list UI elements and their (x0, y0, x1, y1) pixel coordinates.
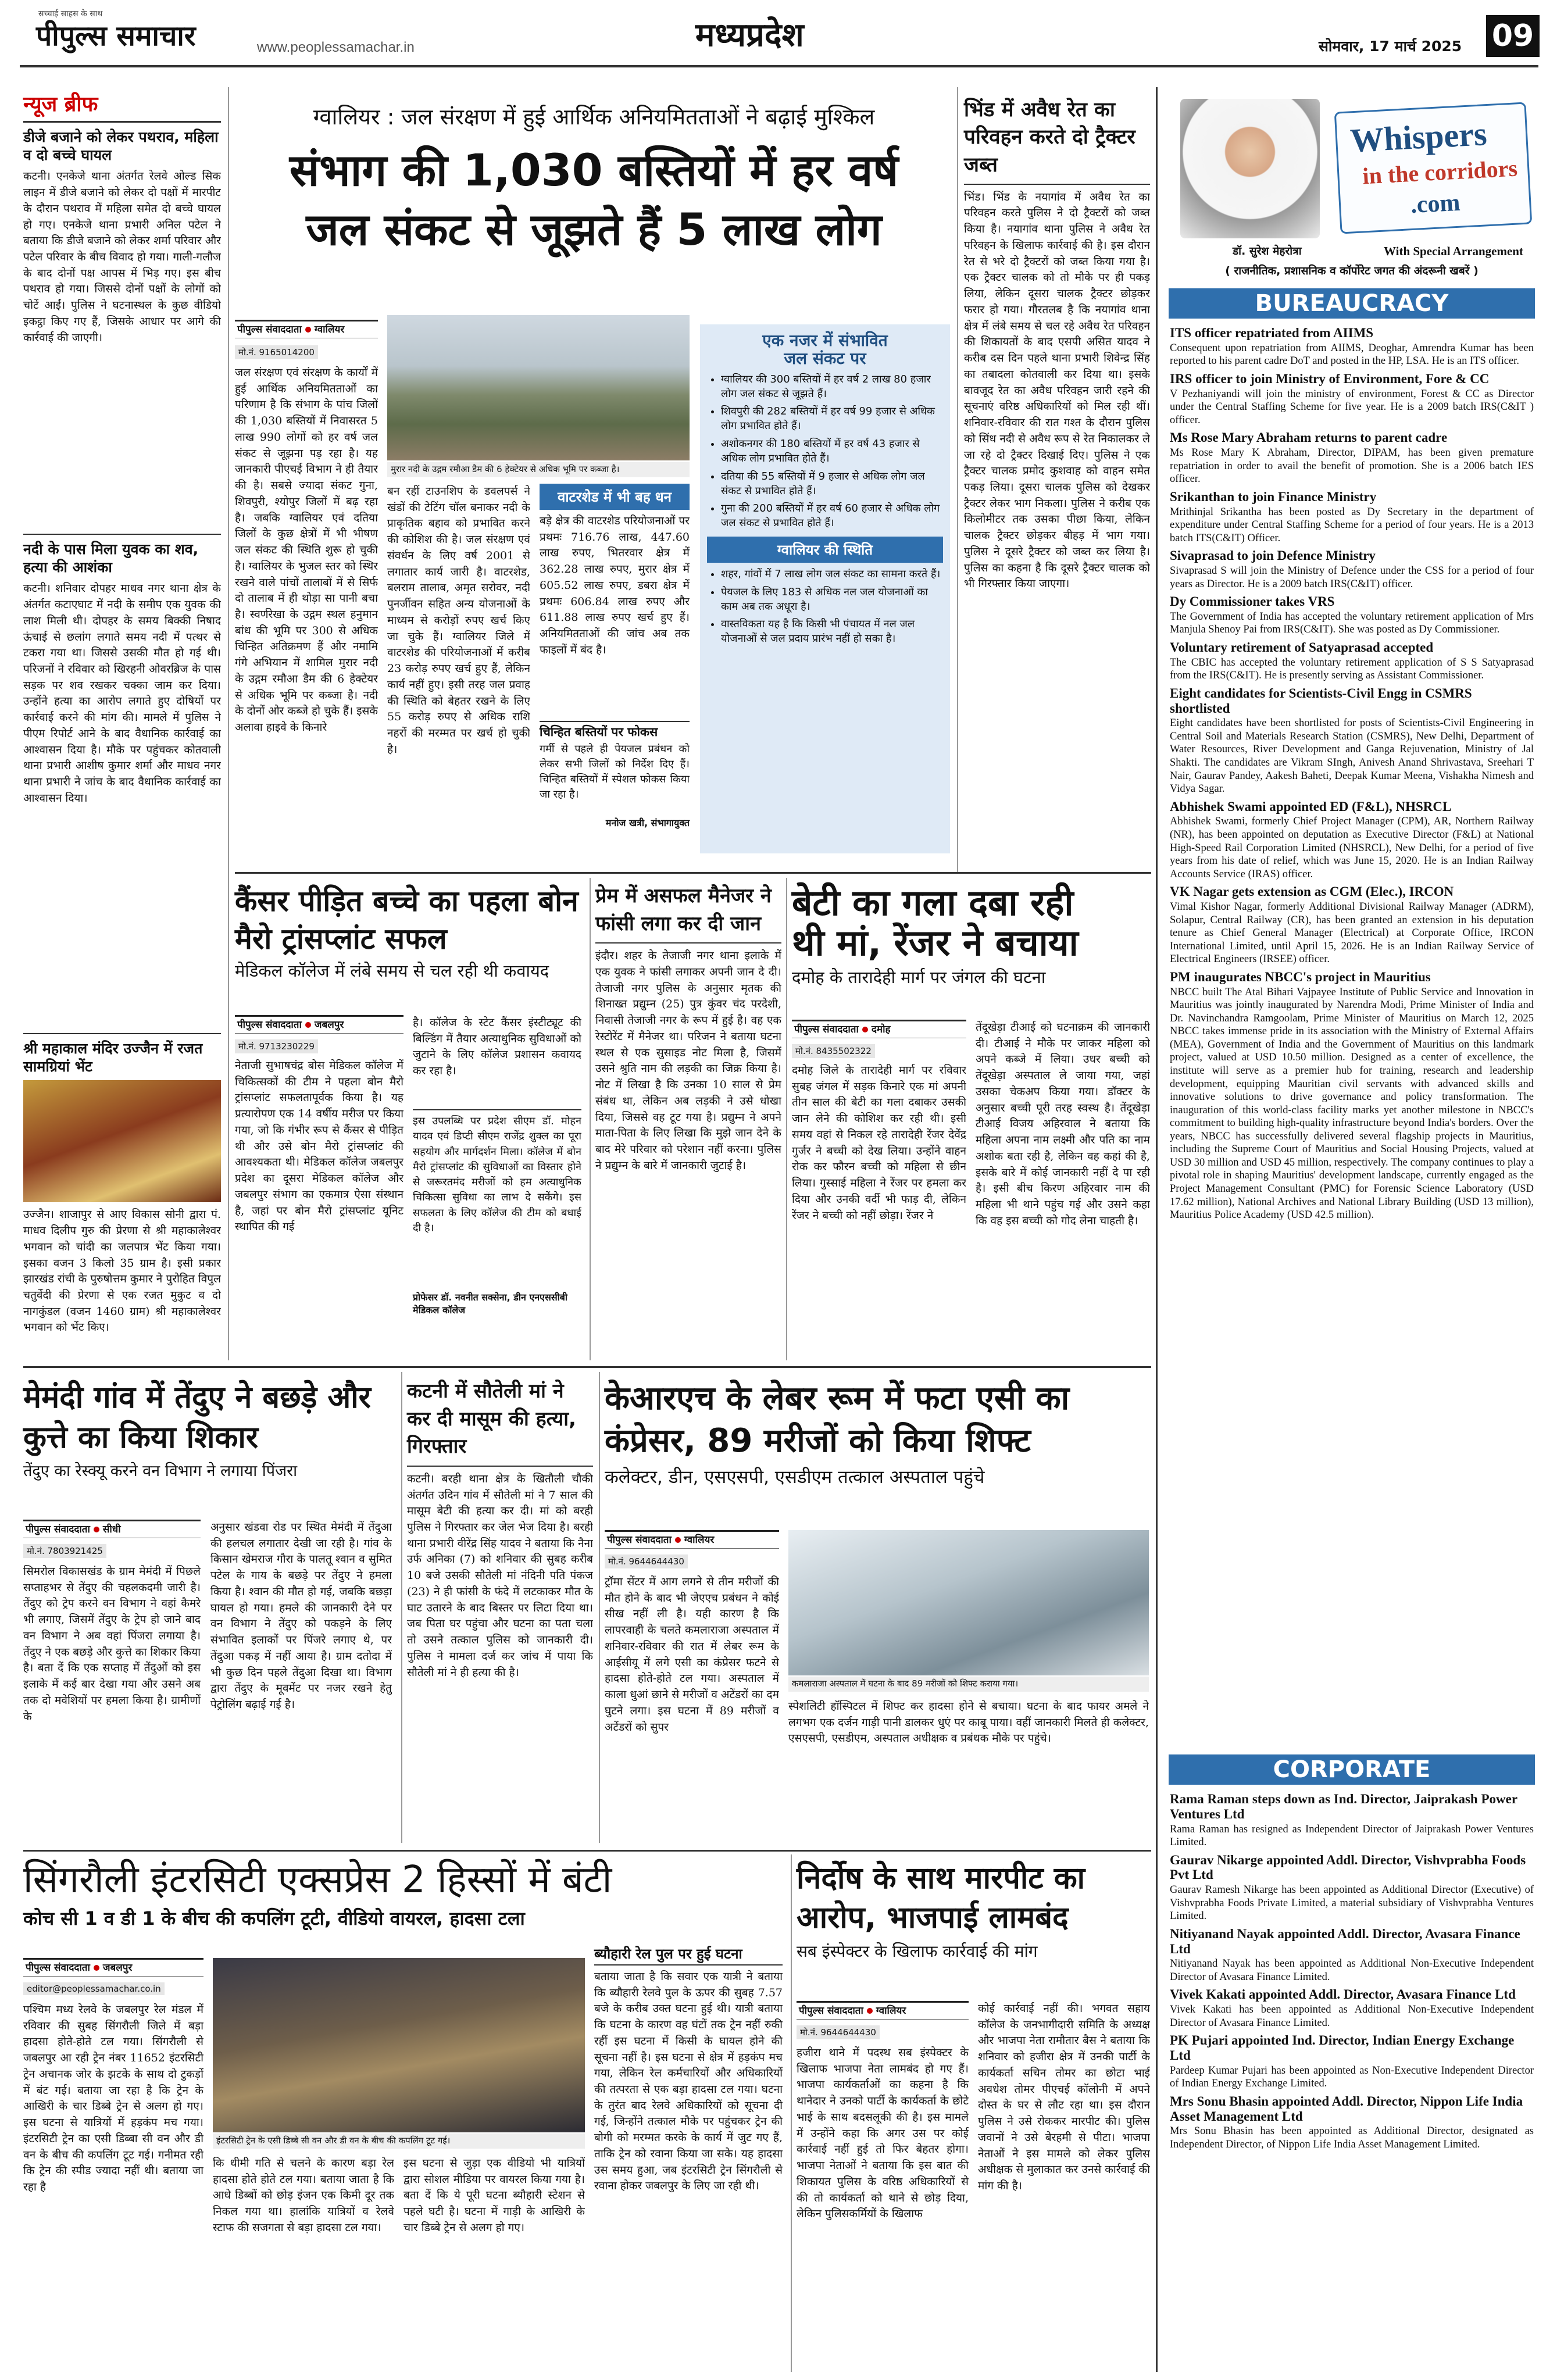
bureaucracy-item (1170, 640, 1534, 682)
katni-divider (407, 1466, 593, 1467)
byline-name: पीपुल्स संवाददाता (794, 1024, 859, 1035)
brief-item-title: डीजे बजाने को लेकर पथराव, महिला व दो बच्चे घायल (23, 128, 219, 163)
item-heading: Mrs Sonu Bhasin appointed Addl. Director, Nippon Life India Asset Management Ltd (1170, 2093, 1523, 2124)
lead-col2: बन रहीं टाउनशिप के डवलपर्स ने खंडों की टेटिंग चॉल बनाकर नदी के प्राकृतिक बहाव को प्रभावित करने की कोशिश की है। जल संरक्षण एवं संवर्धन के लिए वर्ष 2001 से लगातार कार्य जारी है। वाटरशेड, बलराम तालाब, अमृत सरोवर, नदी पुनर्जीवन सहित अन्य योजनाओं के माध्यम से करोड़ों रुपए खर्च किए जा चुके हैं। ग्वालियर जिले में वाटरशेड की परियोजनाओं में करीब 23 करोड़ रुपए खर्च हुए हैं, लेकिन कार्य नहीं हुए। इसी तरह जल प्रवाह की स्थिति को बेहतर रखने के लिए 55 करोड़ रुपए से अधिक राशि नहरों की मरम्मत पर खर्च हो चुकी है। (387, 485, 530, 756)
memandi-body-1: सिमरोल विकासखंड के ग्राम मेमंदी में पिछले सप्ताहभर से तेंदुए की चहलकदमी जारी है। तेंदुए को ट्रेप करने वन विभाग ने वहां कैमरे भी लगाए, जिसमें तेंदुए के ट्रेप हो जाने बाद वन विभाग ने अब वहां पिंजरा लगाया है। तेंदुए ने एक बछड़े और कुत्ते का शिकार किया है। बता दें कि एक सप्ताह में तेंदुओं को इस इलाके में कई बार देखा गया और उसने अब तक दो मवेशियों पर हमला किया है। ग्रामीणों के (23, 1565, 201, 1723)
watershed-box (540, 484, 690, 716)
brief-item-body: उज्जैन। शाजापुर से आए विकास सोनी द्वारा पं. माधव दिलीप गुरु की प्रेरणा से श्री महाकालेश्वर भगवान को चांदी का जलपात्र भेंट किया गया। इसका वजन 3 किलो 35 ग्राम है। इसी प्रकार झारखंड रांची के पुरुषोत्तम कुमार ने पुरोहित विपुल चतुर्वेदी की प्रेरणा से एक रजत मुकुट व दो नागकुंडल (वजन 1460 ग्राम) श्री महाकालेश्वर भगवान को भेंट किए। (23, 1208, 221, 1334)
item-heading: Rama Raman steps down as Ind. Director, Jaiprakash Power Ventures Ltd (1170, 1792, 1517, 1821)
bullet-icon (305, 327, 311, 333)
cancer-body-1: नेताजी सुभाषचंद्र बोस मेडिकल कॉलेज में चिकित्सकों की टीम ने पहला बोन मैरो ट्रांसप्लांट सफलतापूर्वक किया है। यह प्रत्यारोपण एक 14 वर्षीय मरीज पर किया गया, जो कि गंभीर रूप से कैंसर से पीड़ित थी और उसे बोन मैरो ट्रांसप्लांट की आवश्यकता थी। मेडिकल कॉलेज जबलपुर प्रदेश का दूसरा मेडिकल कॉलेज और जबलपुर संभाग का एकमात्र ऐसा संस्थान है, जहां पर बोन मैरो ट्रांसप्लांट यूनिट स्थापित की गई (235, 1059, 403, 1234)
memandi-headline: मेमंदी गांव में तेंदुए ने बछड़े और कुत्ते का किया शिकार (23, 1380, 371, 1455)
item-text: Eight candidates have been shortlisted for posts of Scientists-Civil Engineering in Central Soil and Materials Research Station (CSMRS), New Delhi, Department of Water Resources, River Development and Ganga Rejuvenation, Ministry of Jal Shakti. The candidates are Vikram SIngh, Anivesh Anand Shrivastava, Sreehari T Nair, Gaurav Pandey, Aakesh Baheti, Deepak Kumar Meena, Vishakha Nimesh and Vidya Sagar. (1170, 717, 1534, 795)
focus-body: गर्मी से पहले ही पेयजल प्रबंधन को लेकर सभी जिलों को निर्देश दिए हैं। चिन्हित बस्तियों में स्पेशल फोकस किया जा रहा है। (540, 742, 690, 801)
whispers-logo-line2: in the corridors (1362, 155, 1518, 190)
memandi-subhead: तेंदुए का रेस्क्यू करने वन विभाग ने लगाया पिंजरा (23, 1462, 298, 1481)
kah-body-1: ट्रॉमा सेंटर में आग लगने से तीन मरीजों की मौत होने के बाद भी जेएएच प्रबंधन ने कोई सीख नहीं ली है। यही कारण है कि लापरवाही के चलते कमलाराजा अस्पताल में शनिवार-रविवार की रात में लेबर रूम के आईसीयू में लगे एसी का कंप्रेसर फटने से हादसा होते-होते टल गया। अस्पताल में काला धुआं छाने से मरीजों व अटेंडरों का दम घुटने लगा। इस घटना में 89 मरीजों व अटेंडरों को सुपर (605, 1575, 779, 1734)
memandi-body-2: अनुसार खंडवा रोड पर स्थित मेमंदी में तेंदुआ की हलचल लगातार देखी जा रही है। गांव के किसान खेमराज गौरा के पालतू श्वान व सुमित पटेल के गाय के बछड़े पर तेंदुए ने हमला किया है। श्वान की मौत हो गई, जबकि बछड़ा घायल हो गया। हमले की जानकारी देने पर वन विभाग ने तेंदुए को पकड़ने के लिए संभावित इलाकों पर पिंजरे लगाए थे, पर तेंदुआ पकड़ में नहीं आया है। ग्राम दतोदा में भी कुछ दिन पहले तेंदुआ दिखा था। विभाग द्वारा तेंदुए के मूवमेंट पर नजर रखने हेतु पेट्रोलिंग बढ़ाई गई है। (210, 1521, 392, 1711)
beti-body-1: दमोह जिले के तारादेही मार्ग पर रविवार सुबह जंगल में सड़क किनारे एक मां अपनी तीन साल की बेटी का गला दबाकर उसकी जान लेने की कोशिश कर रही थी। इसी समय वहां से निकल रहे तारादेही रेंजर देवेंद्र गुर्जर ने बच्ची को देख लिया। उन्होंने वाहन रोक कर फौरन बच्ची को महिला से छीन लिया। गुस्साई महिला ने रेंजर पर हमला कर दिया और उनकी वर्दी भी फाड़ दी, लेकिन रेंजर ने बच्ची को नहीं छोड़ा। रेंजर ने (792, 1064, 966, 1222)
byline-name: पीपुल्स संवाददाता (26, 1962, 90, 1974)
lead-headline-line1: संभाग की 1,030 बस्तियों में हर वर्ष (289, 144, 899, 196)
bureaucracy-list (1170, 322, 1534, 1222)
item-text: Consequent upon repatriation from AIIMS, Deoghar, Amrendra Kumar has been reported to his parent cadre DoT and posted in the HP, LSA. He is an ITS officer. (1170, 342, 1534, 367)
item-text: The Government of India has accepted the voluntary retirement application of Mrs Manjula Shenoy Pai from IRS(C&IT). She was posted as Dy Commissioner. (1170, 610, 1534, 636)
item-text: Vivek Kakati has been appointed as Additional Non-Executive Independent Director of Avasara Finance Limited. (1170, 2004, 1534, 2029)
bhind-story (964, 97, 1150, 870)
prem-divider (595, 942, 781, 944)
brief-divider (23, 534, 221, 535)
item-text: Pardeep Kumar Pujari has been appointed as Non-Executive Independent Director of Indian Energy Exchange Limited. (1170, 2064, 1534, 2090)
column-rule (786, 878, 787, 1360)
at-a-glance-box (700, 324, 950, 853)
beti-headline-line1: बेटी का गला दबा रही (792, 881, 1074, 924)
byline-name: पीपुल्स संवाददाता (799, 2005, 863, 2017)
corporate-item (1170, 2094, 1534, 2152)
lead-mobile: मो.नं. 9165014200 (235, 345, 318, 359)
singrauli-body-1: पश्चिम मध्य रेलवे के जबलपुर रेल मंडल में रविवार की सुबह सिंगरौली जिले में बड़ा हादसा होते-होते टल गया। सिंगरौली से जबलपुर आ रही ट्रेन नंबर 11652 इंटरसिटी ट्रेन अचानक जोर के झटके के साथ दो टुकड़ों में बंट गई। बताया जा रहा है कि ट्रेन के आखिरी के चार डिब्बे ट्रेन से अलग हो गए। इस घटना से यात्रियों में हड़कंप मच गया। इंटरसिटी ट्रेन का एसी डिब्बा सी वन और डी वन के बीच की कपलिंग टूट गई। गनीमत रही कि ट्रेन की स्पीड ज्यादा नहीं थी। बताया जा रहा है (23, 2003, 203, 2194)
whispers-logo-line3: .com (1410, 189, 1461, 219)
corporate-list (1170, 1788, 1534, 2152)
kah-mobile: मो.नं. 9644644430 (605, 1554, 688, 1568)
prem-story (595, 882, 781, 1359)
gwalior-status-title: ग्वालियर की स्थिति (707, 537, 943, 563)
byline-name: पीपुल्स संवाददाता (607, 1534, 672, 1546)
glance-title-line2: जल संकट पर (784, 349, 866, 369)
cancer-byline (235, 1015, 403, 1034)
whispers-logo (1334, 102, 1533, 234)
bureaucracy-item (1170, 430, 1534, 485)
nirdosh-story (797, 1859, 1151, 2371)
item-text: Vimal Kishor Nagar, formerly Additional Divisional Railway Manager (ADRM), Solapur, Central Railway (CR), has been granted an extension in his deputation tenure as Chief General Manager (Electrical) at Corporate Office, IRCON International Limited, until April 15, 2026. He is an Indian Railway Service of Electrical Engineers (IRSEE) officer. (1170, 901, 1534, 966)
cancer-mobile: मो.नं. 9713230229 (235, 1039, 318, 1053)
whispers-subtitle: ( राजनीतिक, प्रशासनिक व कॉर्पोरेट जगत की अंदरूनी खबरें ) (1225, 265, 1479, 277)
corporate-item (1170, 1853, 1534, 1923)
row-rule (23, 1850, 1151, 1852)
item-text: The CBIC has accepted the voluntary retirement application of S S Satyaprasad from the IRS(C&IT). He is presently serving as Assistant Commissioner. (1170, 656, 1534, 682)
item-heading: IRS officer to join Ministry of Environment, Fore & CC (1170, 371, 1490, 386)
brief-item (23, 541, 221, 1028)
item-text: Mrs Sonu Bhasin has been appointed as Additional Director, designated as Independent Director, of Nippon Life India Asset Management Limited. (1170, 2125, 1534, 2150)
brief-divider (23, 121, 221, 123)
whispers-logo-line1: Whispers (1349, 115, 1488, 160)
quote-body: इस उपलब्धि पर प्रदेश सीएम डॉ. मोहन यादव एवं डिप्टी सीएम राजेंद्र शुक्ल का पूरा सहयोग और मार्गदर्शन मिला। कॉलेज में बोन मैरो ट्रांसप्लांट की सुविधाओं का विस्तार होने से जरूरतमंद मरीजों को हम अत्याधुनिक चिकित्सा सुविधा का लाभ दे सकेंगे। इस सफलता के लिए कॉलेज की टीम को बधाई दी है। (413, 1115, 581, 1234)
hospital-ward-photo (788, 1530, 1149, 1675)
beti-mobile: मो.नं. 8435502322 (792, 1044, 875, 1058)
brief-item-title: नदी के पास मिला युवक का शव, हत्या की आशंका (23, 541, 199, 576)
lead-photo-caption: मुरार नदी के उद्गम रमौआ डैम की 6 हेक्टेयर से अधिक भूमि पर कब्जा है। (387, 462, 690, 477)
item-text: V Pezhaniyandi will join the ministry of environment, Forest & CC as Director under the Central Staffing Scheme for five year. He is a 2009 batch IRS(C&IT ) officer. (1170, 388, 1534, 426)
singrauli-photo-caption: इंटरसिटी ट्रेन के एसी डिब्बे सी वन और डी वन के बीच की कपलिंग टूट गई। (213, 2134, 585, 2149)
brief-item-body: कटनी। एनकेजे थाना अंतर्गत रेलवे ओल्ड सिक लाइन में डीजे बजाने को लेकर दो पक्षों में मारपीट के दौरान पथराव में महिला समेत दो बच्चे घायल हो गए। एनकेजे थाना प्रभारी अनिल पटेल ने बताया कि डीजे बजाने को लेकर शर्मा परिवार और पटेल परिवार के बीच विवाद हो गया। गाली-गलौज के बाद दोनों पक्ष आपस में भिड़ गए। इस बीच पथराव हो गया। जिससे दोनों पक्षों के लोगों को चोटें आईं। पुलिस ने घटनास्थल के कुछ वीडियो इकट्ठा किए गए हैं, जिसके आधार पर आगे की कार्रवाई की जाएगी। (23, 170, 221, 344)
corporate-item (1170, 1792, 1534, 1849)
beti-story (792, 882, 1151, 1359)
section-title: मध्यप्रदेश (695, 16, 804, 54)
news-brief-column (23, 93, 221, 1360)
whispers-column (1163, 87, 1541, 2372)
column-rule (228, 87, 229, 1360)
item-heading: Vivek Kakati appointed Addl. Director, Avasara Finance Ltd (1170, 1987, 1516, 2002)
bullet-icon (305, 1022, 311, 1028)
katni-story (407, 1378, 593, 1843)
lead-byline (235, 320, 378, 338)
side-box-body: बताया जाता है कि सवार एक यात्री ने बताया कि ब्यौहारी रेलवे पुल के ऊपर की सुबह 7.57 बजे के करीब उक्त घटना हुई थी। यात्री बताया कि घटना के कारण वह घंटों तक ट्रेन नहीं रुकी रहीं इस घटना में किसी के घायल होने की सूचना नहीं है। इस घटना से क्षेत्र में हड़कंप मच गया, लेकिन रेल कर्मचारियों और अधिकारियों की तत्परता से एक बड़ा हादसा टल गया। घटना के तुरंत बाद रेलवे अधिकारियों को सूचना दी गई, जिन्होंने तत्काल मौके पर पहुंचकर ट्रेन की बोगी को मरम्मत करके के कार्य में जुट गए हैं, ताकि ट्रेन को रवाना किया जा सके। यह हादसा उस समय हुआ, जब इंटरसिटी ट्रेन सिंगरौली से रवाना होकर जबलपुर के लिए जा रही थी। (594, 1970, 783, 2193)
beti-subhead: दमोह के तारादेही मार्ग पर जंगल की घटना (792, 967, 1046, 987)
row-rule (235, 872, 1151, 874)
brief-label: न्यूज ब्रीफ (23, 92, 98, 116)
prem-body: इंदौर। शहर के तेजाजी नगर थाना इलाके में एक युवक ने फांसी लगाकर अपनी जान दे दी। तेजाजी नगर पुलिस के अनुसार मृतक की शिनाख्त प्रद्युम्न (25) पुत्र कुंवर चंद परदेशी, निवासी तेजाजी नगर के रूप में हुई है। वह एक रेस्टोरेंट में मैनेजर था। परिजन ने बताया घटना स्थल से एक सुसाइड नोट मिला है, जिसमें उसने श्रुति नाम की लड़की का जिक्र किया है। नोट में लिखा है कि उनका 10 साल से प्रेम संबंध था, लेकिन अब लड़की ने उसे धोखा दिया, जिससे वह टूट गया है। प्रद्युम्न ने अपने माता-पिता के लिए लिखा कि मुझे जान देने के बाद मेरे परिवार को परेशान नहीं करना। पुलिस ने प्रद्युम्न के बारे में जानकारी जुटाई है। (595, 949, 781, 1172)
column-rule (1156, 87, 1158, 2372)
bureaucracy-item (1170, 799, 1534, 881)
item-text: Mrithinjal Srikantha has been posted as Dy Secretary in the department of expenditure under Central Staffing Scheme for a period of four years. He is a 2013 batch ITS(C&IT) Officer. (1170, 506, 1534, 544)
singrauli-story (23, 1859, 785, 2371)
bureaucracy-item (1170, 489, 1534, 545)
masthead (0, 0, 1557, 70)
item-heading: Abhishek Swami appointed ED (F&L), NHSRCL (1170, 799, 1452, 814)
item-text: Ms Rose Mary K Abraham, Director, DIPAM, has been given premature repatriation in order to avail the benefit of promotion. She is a 2006 batch IES officer. (1170, 447, 1534, 485)
column-rule (791, 1854, 792, 2372)
item-text: Gaurav Ramesh Nikarge has been appointed as Additional Director (Executive) of Vishvprabha Foods Private Limited, a material subsidiary of Vishvprabha Ventures Limited. (1170, 1884, 1534, 1922)
byline-city: ग्वालियर (314, 324, 345, 335)
singrauli-email[interactable]: editor@peoplessamachar.co.in (23, 1982, 165, 1995)
status-item: • शहर, गांवों में 7 लाख लोग जल संकट का सामना करते हैं। (721, 567, 943, 582)
bullet-icon (94, 1527, 99, 1532)
watershed-body: बड़े क्षेत्र की वाटरशेड परियोजनाओं पर प्रथमः 716.76 लाख, 447.60 लाख रुपए, भितरवार क्षेत्र में 362.28 लाख रुपए, मुरार क्षेत्र में 605.52 लाख रुपए, डबरा क्षेत्र में प्रथमः 606.84 लाख रुपए और 611.88 लाख रुपए खर्च हुए हैं। अनियमितताओं की जांच अब तक फाइलों में बंद है। (540, 514, 690, 656)
quote-sign: प्रोफेसर डॉ. नवनीत सक्सेना, डीन एनएससीबी मेडिकल कॉलेज (413, 1292, 568, 1316)
bureaucracy-item (1170, 594, 1534, 637)
katni-headline: कटनी में सौतेली मां ने कर दी मासूम की हत्या, गिरफ्तार (407, 1380, 576, 1459)
bhind-headline: भिंड में अवैध रेत का परिवहन करते दो ट्रैक्टर जब्त (964, 98, 1135, 177)
singrauli-side-box (594, 1946, 783, 2365)
glance-list (707, 373, 943, 531)
byline-city: जबलपुर (314, 1019, 344, 1031)
author-photo (1180, 99, 1320, 238)
nirdosh-body-1: हजीरा थाने में पदस्थ सब इंस्पेक्टर के खिलाफ भाजपा नेता लामबंद हो गए हैं। भाजपा कार्यकर्ताओं का कहना है कि थानेदार ने उनको पार्टी के कार्यकर्ता के छोटे भाई के साथ बदसलूकी की है। इस मामले में उन्होंने कहा कि अगर उस पर कोई कार्रवाई नहीं हुई तो फिर बेहतर होगा। भाजपा नेताओं ने बताया कि इस बात की शिकायत पुलिस के वरिष्ठ अधिकारियों से की तो कार्यकर्ता को थाने से छोड़ दिया, लेकिन पुलिसकर्मियों के खिलाफ (797, 2046, 969, 2221)
singrauli-subhead: कोच सी 1 व डी 1 के बीच की कपलिंग टूटी, वीडियो वायरल, हादसा टला (23, 1907, 525, 1929)
item-heading: ITS officer repatriated from AIIMS (1170, 326, 1374, 340)
masthead-rule (20, 65, 1538, 67)
corporate-item (1170, 1927, 1534, 1984)
brief-item (23, 128, 221, 529)
column-rule (401, 1372, 402, 1843)
side-box-title: ब्यौहारी रेल पुल पर हुई घटना (594, 1946, 783, 1966)
focus-box (540, 721, 690, 853)
brief-item-body: कटनी। शनिवार दोपहर माधव नगर थाना क्षेत्र के अंतर्गत कटाएघाट में नदी के समीप एक युवक की लाश मिली थी। दोपहर के समय बिक्की निषाद ऊंचाई से छलांग लगाते समय नदी में पत्थर से टकरा गया था। जिससे उसकी मौत हो गई थी। परिजनों ने रविवार को खिरहनी ओवरब्रिज के पास सड़क पर शव रखकर चक्का जाम कर दिया। उन्होंने हत्या का आरोप लगाते हुए दोषियों पर कार्रवाई करने की मांग की। मामले में पुलिस ने पीएम रिपोर्ट आने के बाद वैधानिक कार्रवाई का आश्वासन दिया है। मौके पर पहुंचकर कोतवाली थाना प्रभारी आशीष कुमार शर्मा और माधव नगर थाना प्रभारी ने जांच के बाद वैधानिक कार्रवाई का आश्वासन दिया। (23, 582, 221, 805)
item-heading: Voluntary retirement of Satyaprasad accepted (1170, 639, 1434, 655)
byline-name: पीपुल्स संवाददाता (237, 1019, 302, 1031)
nirdosh-body-2: कोई कार्रवाई नहीं की। भगवत सहाय कॉलेज के जनभागीदारी समिति के अध्यक्ष और भाजपा नेता रामौतार बैस ने बताया कि शनिवार को हजीरा क्षेत्र में उनकी पार्टी के कार्यकर्ता सचिन तोमर का छोटा भाई अवधेश तोमर पीएचई कॉलोनी में अपने दोस्त के घर से लौट रहा था। इस दौरान पुलिस ने उसे रोककर मारपीट की। पुलिस जवानों ने उसे बेरहमी से पीटा। भाजपा नेताओं ने इस मामले को लेकर पुलिस अधीक्षक से मुलाकात कर उनसे कार्रवाई की मांग की है। (978, 2002, 1150, 2193)
bureaucracy-header: BUREAUCRACY (1169, 288, 1535, 319)
item-text: NBCC built The Atal Bihari Vajpayee Institute of Public Service and Innovation in Mauritius was jointly inaugurated by Narendra Modi, Prime Minister of India and Dr. Navinchandra Ramgoolam, Prime Minister of Mauritius on March 12, 2025 NBCC takes immense pride in its association with the Ministry of External Affairs (MEA), Government of India and the Government of Mauritius on this landmark project, valued at USD 10.50 million. Designed as a center of excellence, the institute will serve as a premier hub for training, research and leadership development, equipping Mauritian civil servants with advanced skills and innovative solutions to drive governance and policy transformation. The inauguration of this world-class facility marks yet another milestone in NBCC's commitment to building high-quality infrastructure beyond India's borders. Over the years, NBCC has successfully delivered several flagship projects in Mauritius, including the Supreme Court of Mauritius and Social Housing Projects, valued at USD 30 million and USD 45 million, respectively. The company continues to play a pivotal role in shaping Mauritius' development landscape, currently engaged as the Project Management Consultant (PMC) for Forensic Science Laboratory (USD 17.62 million), National Archives and National Library Building (USD 13 million), Mauritius Police Academy (USD 42.5 million). (1170, 986, 1534, 1221)
watershed-title: वाटरशेड में भी बह धन (540, 484, 690, 510)
bullet-icon (862, 1027, 868, 1032)
item-heading: PK Pujari appointed Ind. Director, Indian Energy Exchange Ltd (1170, 2033, 1515, 2063)
brief-divider (23, 1033, 221, 1034)
gwalior-status-list (707, 567, 943, 646)
singrauli-body-3: इस घटना से जुड़ा एक वीडियो भी यात्रियों द्वारा सोशल मीडिया पर वायरल किया गया है। बता दें कि ये पूरी घटना ब्यौहारी स्टेशन से पहले घटी है। घटना में गाड़ी के आखिरी के चार डिब्बे ट्रेन से अलग हो गए। (403, 2157, 585, 2234)
glance-title-line1: एक नजर में संभावित (762, 331, 888, 350)
column-rule (590, 878, 591, 1360)
focus-title: चिन्हित बस्तियों पर फोकस (540, 725, 658, 739)
singrauli-body-2: कि धीमी गति से चलने के कारण बड़ा रेल हादसा होते होते टल गया। बताया जाता है कि आधे डिब्बों को छोड़ इंजन एक किमी दूर तक निकल गया था। हालांकि यात्रियों व रेलवे स्टाफ की सजगता से बड़ा हादसा टल गया। (213, 2157, 394, 2234)
paper-name: पीपुल्स समाचार (36, 20, 196, 52)
column-rule (957, 87, 958, 872)
website-link[interactable]: www.peoplessamachar.in (257, 40, 415, 55)
nirdosh-mobile: मो.नं. 9644644430 (797, 2025, 880, 2039)
nirdosh-subhead: सब इंस्पेक्टर के खिलाफ कार्रवाई की मांग (797, 1942, 1038, 1961)
bureaucracy-item (1170, 970, 1534, 1222)
item-text: Sivaprasad S will join the Ministry of Defence under the CSS for a period of four years as Director. He is a 2009 batch IRS(C&IT) officer. (1170, 564, 1534, 590)
kah-subhead: कलेक्टर, डीन, एसएसपी, एसडीएम तत्काल अस्पताल पहुंचे (605, 1466, 985, 1488)
glance-item: • दतिया की 55 बस्तियों में 9 हजार से अधिक लोग जल संकट से प्रभावित होते हैं। (721, 470, 943, 499)
mahakal-offering-photo (23, 1080, 221, 1202)
item-heading: Sivaprasad to join Defence Ministry (1170, 548, 1376, 563)
beti-headline-line2: थी मां, रेंजर ने बचाया (792, 921, 1079, 964)
bhind-divider (964, 184, 1150, 185)
singrauli-headline: सिंगरौली इंटरसिटी एक्सप्रेस 2 हिस्सों में बंटी (23, 1859, 612, 1902)
bullet-icon (867, 2008, 873, 2014)
paper-tagline: सच्चाई साहस के साथ (38, 9, 103, 19)
beti-byline (792, 1020, 966, 1038)
lead-col1: जल संरक्षण एवं संरक्षण के कार्यों में हुई आर्थिक अनियमितताओं का परिणाम है कि संभाग के पांच जिलों की 1,030 बस्तियों में निवासरत 5 लाख 990 लोगों को हर वर्ष जल संकट से जूझना पड़ रहा है। यह जानकारी पीएचई विभाग ने ही तैयार की है। सबसे ज्यादा संकट गुना, शिवपुरी, श्योपुर जिलों में बढ़ रहा है। जबकि ग्वालियर एवं दतिया जिलों के कुछ क्षेत्रों में भी भीषण जल संकट की स्थिति शुरू हो चुकी है। ग्वालियर के भुजल स्तर को स्थिर रखने वाले पांचों तालाबों में से सिर्फ दो तालाब में ही थोड़ा सा पानी बचा है। स्वर्णरेखा के उद्गम स्थल हनुमान बांध की भूमि पर 300 से अधिक चिन्हित अतिक्रमण हैं और नमामि गंगे अभियान में शामिल मुरार नदी के उद्गम रमौआ डैम की 6 हेक्टेयर से अधिक भूमि पर कब्जा है। नदी के दोनों ओर कब्जे हो चुके हैं। इसके अलावा हाइवे के किनारे (235, 366, 378, 734)
focus-sign: मनोज खत्री, संभागायुक्त (605, 817, 690, 828)
byline-name: पीपुल्स संवाददाता (26, 1524, 90, 1535)
cancer-story (235, 882, 584, 1359)
lead-kicker: ग्वालियर : जल संरक्षण में हुई आर्थिक अनियमितताओं ने बढ़ाई मुश्किल (313, 104, 875, 130)
item-text: Abhishek Swami, formerly Chief Project Manager (CPM), AR, Northern Railway (NR), has been appointed on deputation as Executive Director (F&L) at National High-Speed Rail Corporation Limited (NHSRCL), New Delhi, for a period of five years from his date of relief, which was June 15, 2020. He is an Indian Railway Accounts Service (IRAS) officer. (1170, 816, 1534, 880)
row-rule (23, 1366, 1151, 1368)
nirdosh-headline: निर्दोष के साथ मारपीट का आरोप, भाजपाई लामबंद (797, 1861, 1085, 1935)
ramaua-dam-photo (387, 315, 690, 460)
item-heading: Nitiyanand Nayak appointed Addl. Director, Avasara Finance Ltd (1170, 1926, 1520, 1956)
byline-city: ग्वालियर (876, 2005, 906, 2017)
bureaucracy-item (1170, 326, 1534, 368)
glance-item: • शिवपुरी की 282 बस्तियों में हर वर्ष 99 हजार से अधिक लोग प्रभावित होते हैं। (721, 405, 943, 434)
kah-byline (605, 1530, 779, 1549)
kah-headline: केआरएच के लेबर रूम में फटा एसी का कंप्रेसर, 89 मरीजों को किया शिफ्ट (605, 1380, 1070, 1460)
column-rule (599, 1372, 600, 1843)
prem-headline: प्रेम में असफल मैनेजर ने फांसी लगा कर दी जान (595, 884, 772, 935)
bullet-icon (675, 1537, 681, 1543)
lead-story (235, 87, 953, 866)
item-heading: PM inaugurates NBCC's project in Mauritius (1170, 969, 1431, 984)
brief-item-title: श्री महाकाल मंदिर उज्जैन में रजत सामग्रियां भेंट (23, 1040, 203, 1075)
bureaucracy-item (1170, 548, 1534, 591)
cancer-headline: कैंसर पीड़ित बच्चे का पहला बोन मैरो ट्रांसप्लांट सफल (235, 884, 578, 956)
kah-photo-caption: कमलाराजा अस्पताल में घटना के बाद 89 मरीजों को शिफ्ट कराया गया। (788, 1677, 1149, 1692)
page-number: 09 (1486, 15, 1540, 57)
bureaucracy-item (1170, 884, 1534, 966)
byline-city: ग्वालियर (684, 1534, 715, 1546)
glance-item: • गुना की 200 बस्तियों में हर वर्ष 60 हजार से अधिक लोग जल संकट से प्रभावित होते हैं। (721, 502, 943, 531)
cancer-body-2: है। कॉलेज के स्टेट कैंसर इंस्टीट्यूट की बिल्डिंग में तैयार अत्याधुनिक सुविधाओं को जुटाने के लिए कॉलेज प्रशासन कवायद कर रहा है। (413, 1016, 581, 1078)
lead-headline-line2: जल संकट से जूझते हैं 5 लाख लोग (306, 203, 882, 255)
beti-body-2: तेंदूखेड़ा टीआई को घटनाक्रम की जानकारी दी। टीआई ने मौके पर जाकर महिला को अपने कब्जे में लिया। उधर बच्ची को तेंदूखेड़ा अस्पताल ले जाया गया, जहां उसका चेकअप किया गया। डॉक्टर के अनुसार बच्ची पूरी तरह स्वस्थ है। तेंदूखेड़ा टीआई विजय अहिरवाल ने बताया कि महिला अपना नाम लक्ष्मी और पति का नाम अशोक बता रही है, लेकिन वह कहां की है, इसके बारे में कोई जानकारी नहीं दे पा रही है। इसी बीच किरण अहिरवार नाम की महिला भी थाने पहुंच गई और उसने कहा कि वह इस बच्ची को गोद लेना चाहती है। (976, 1021, 1150, 1227)
item-heading: Eight candidates for Scientists-Civil Engg in CSMRS shortlisted (1170, 685, 1472, 716)
byline-city: जबलपुर (102, 1962, 133, 1974)
bureaucracy-item (1170, 686, 1534, 796)
corporate-item (1170, 1987, 1534, 2029)
glance-item: • अशोकनगर की 180 बस्तियों में हर वर्ष 43 हजार से अधिक लोग प्रभावित होते हैं। (721, 437, 943, 466)
item-heading: Dy Commissioner takes VRS (1170, 594, 1335, 609)
item-heading: Srikanthan to join Finance Ministry (1170, 489, 1377, 504)
bureaucracy-item (1170, 371, 1534, 427)
byline-name: पीपुल्स संवाददाता (237, 324, 302, 335)
bhind-body: भिंड। भिंड के नयागांव में अवैध रेत का परिवहन करते पुलिस ने दो ट्रैक्टरों को जब्त किया है। नयागांव थाना पुलिस ने अवैध रेत परिवहन के खिलाफ कार्रवाई की है। इस दौरान रेत से भरे दो ट्रैक्टरों को जब्त किया गया है। एक ट्रैक्टर चालक को तो मौके पर ही पकड़ लिया, लेकिन दूसरा चालक ट्रैक्टर छोड़कर फरार हो गया। गौरतलब है कि नयागांव थाना क्षेत्र में लंबे समय से चल रहे अवैध रेत परिवहन की शिकायतों के बाद एसपी असित यादव ने करीब दस दिन पहले थाना प्रभारी शिवेन्द्र सिंह का तबादला कोतवाली कर दिया था। इसके बावजूद रेत का अवैध परिवहन जारी रहने की सूचनाएं वरिष्ठ अधिकारियों को मिल रही थीं। शनिवार-रविवार की रात गश्त के दौरान पुलिस को सिंध नदी से अवैध रूप से रेत निकालकर ले जा रहे दो ट्रैक्टर दिखाई दिए। पुलिस ने एक ट्रैक्टर चालक प्रमोद कुशवाह को वाहन समेत पकड़ लिया। दूसरा चालक पुलिस को देखकर ट्रैक्टर लेकर भाग निकला। पुलिस ने करीब एक किलोमीटर तक उसका पीछा किया, लेकिन चालक ट्रैक्टर छोड़कर बीहड़ में भाग गया। पुलिस ने दूसरे ट्रैक्टर को जब्त कर लिया है। पुलिस का कहना है कि दूसरे ट्रैक्टर चालक को भी गिरफ्तार किया जाएगा। (964, 190, 1150, 591)
kah-story (605, 1378, 1151, 1843)
kah-body-2: स्पेशलिटी हॉस्पिटल में शिफ्ट कर हादसा होने से बचाया। घटना के बाद फायर अमले ने लगभग एक दर्जन गाड़ी पानी डालकर धुएं पर काबू पाया। वहीं जानकारी मिलते ही कलेक्टर, एसएसपी, एसडीएम, अस्पताल अधीक्षक व प्रबंधक मौके पर पहुंचे। (788, 1700, 1149, 1745)
cancer-quote (413, 1109, 581, 1348)
memandi-mobile: मो.नं. 7803921425 (23, 1544, 106, 1558)
whispers-arrangement: With Special Arrangement (1384, 244, 1523, 258)
item-text: Rama Raman has resigned as Independent Director of Jaiprakash Power Ventures Limited. (1170, 1823, 1534, 1849)
cancer-subhead: मेडिकल कॉलेज में लंबे समय से चल रही थी कवायद (235, 961, 549, 981)
item-text: Nitiyanand Nayak has been appointed as Additional Non-Executive Independent Director of Avasara Finance Limited. (1170, 1958, 1534, 1983)
byline-city: सीधी (102, 1524, 121, 1535)
status-item: • पेयजल के लिए 183 से अधिक नल जल योजनाओं का काम अब तक अधूरा है। (721, 585, 943, 614)
item-heading: Ms Rose Mary Abraham returns to parent cadre (1170, 430, 1448, 445)
byline-city: दमोह (871, 1024, 891, 1035)
corporate-item (1170, 2033, 1534, 2090)
memandi-byline (23, 1520, 201, 1538)
item-heading: VK Nagar gets extension as CGM (Elec.), IRCON (1170, 884, 1454, 899)
corporate-header: CORPORATE (1169, 1754, 1535, 1785)
status-item: • वास्तविकता यह है कि किसी भी पंचायत में नल जल योजनाओं से जल प्रदाय प्रारंभ नहीं हो सका है। (721, 617, 943, 646)
nirdosh-byline (797, 2001, 969, 2020)
glance-item: • ग्वालियर की 300 बस्तियों में हर वर्ष 2 लाख 80 हजार लोग जल संकट से जूझते हैं। (721, 373, 943, 402)
issue-date: सोमवार, 17 मार्च 2025 (1319, 38, 1462, 55)
whispers-author: डॉ. सुरेश मेहरोत्रा (1233, 245, 1302, 258)
memandi-story (23, 1378, 395, 1843)
katni-body: कटनी। बरही थाना क्षेत्र के खितौली चौकी अंतर्गत उदिन गांव में सौतेली मां ने 7 साल की मासूम बेटी की हत्या कर दी। मां को बरही पुलिस ने गिरफ्तार कर जेल भेज दिया है। बरही थाना प्रभारी वीरेंद्र सिंह यादव ने बताया कि नैना उर्फ अनिका (7) को शनिवार की सुबह करीब 10 बजे उसकी सौतेली मां नंदिनी पति पंकज (23) ने ही फांसी के फंदे में लटकाकर मौत के घाट उतारने के बाद बिस्तर पर लिटा दिया था। जब पिता घर पहुंचा और घटना का पता चला तो उसने तत्काल पुलिस को जानकारी दी। पुलिस ने मामला दर्ज कर जांच में पाया कि सौतेली मां ने ही हत्या की है। (407, 1472, 593, 1679)
bullet-icon (94, 1965, 99, 1971)
item-heading: Gaurav Nikarge appointed Addl. Director, Vishvprabha Foods Pvt Ltd (1170, 1852, 1526, 1882)
singrauli-byline (23, 1958, 203, 1977)
train-coupling-photo (213, 1958, 585, 2132)
